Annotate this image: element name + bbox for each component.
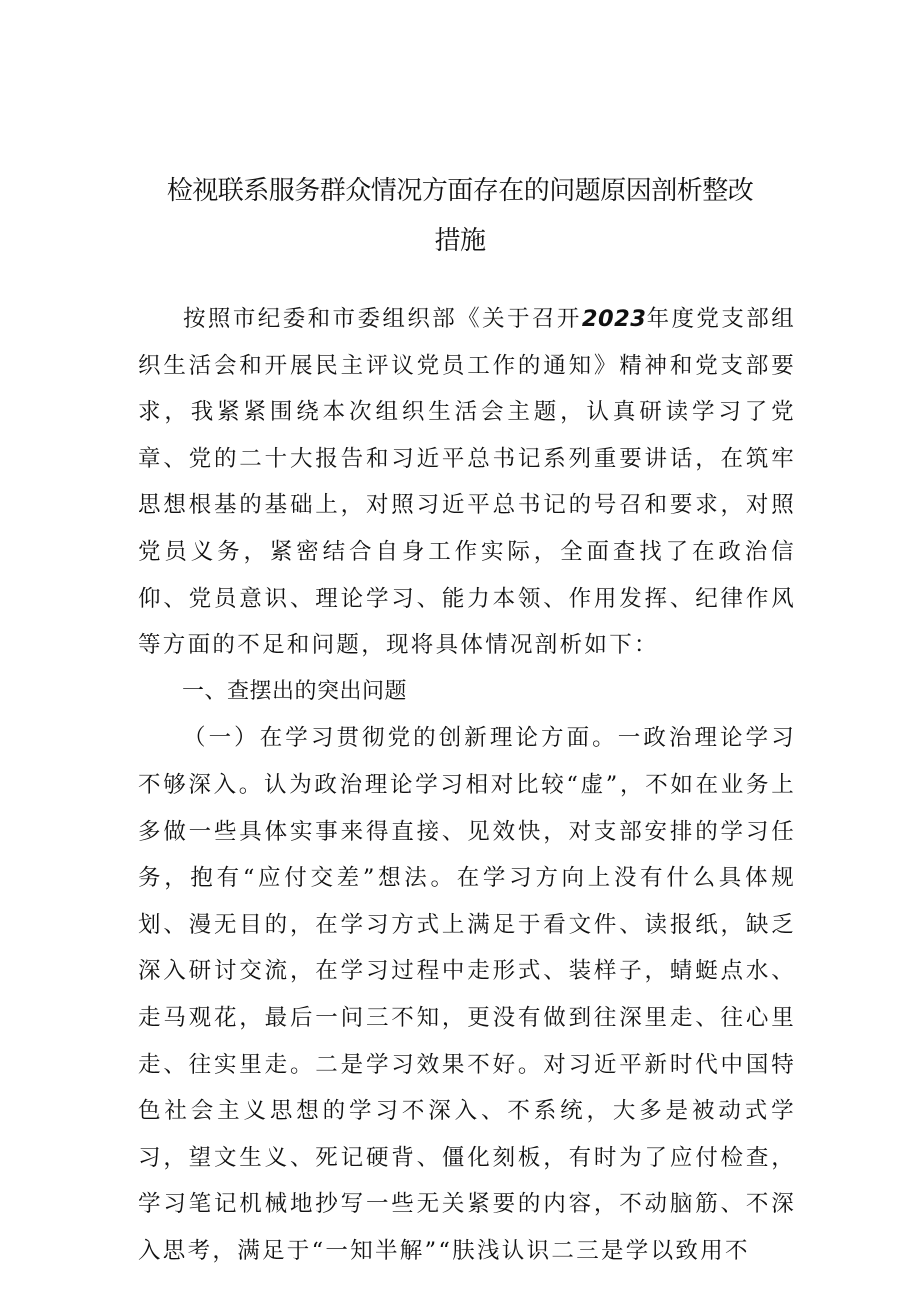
document-body (138, 296, 796, 1274)
intro-year: 2023 (581, 306, 647, 332)
title-line-1: 检视联系服务群众情况方面存在的问题原因剖析整改 (166, 176, 754, 206)
intro-text-start: 按照市纪委和市委组织部《关于召开 (183, 306, 582, 332)
intro-paragraph (138, 296, 796, 669)
section1-paragraph-1: （一）在学习贯彻党的创新理论方面。一政治理论学习不够深入。认为政治理论学习相对比较“虚”，不如在业务上多做一些具体实事来得直接、见效快，对支部安排的学习任务，抱有“应付交差”想法。在学习方向上没有什么具体规划、漫无目的，在学习方式上满足于看文件、读报纸，缺乏深入研讨交流，在学习过程中走形式、装样子，蜻蜓点水、走马观花，最后一问三不知，更没有做到往深里走、往心里走、往实里走。二是学习效果不好。对习近平新时代中国特色社会主义思想的学习不深入、不系统，大多是被动式学习，望文生义、死记硬背、僵化刻板，有时为了应付检查，学习笔记机械地抄写一些无关紧要的内容，不动脑筋、不深入思考，满足于“一知半解”“肤浅认识二三是学以致用不 (138, 725, 796, 1264)
document-title (140, 166, 780, 266)
title-line-2: 措施 (434, 226, 486, 256)
intro-text-rest: 年度党支部组织生活会和开展民主评议党员工作的通知》精神和党支部要求，我紧紧围绕本次组织生活会主题，认真研读学习了党章、党的二十大报告和习近平总书记系列重要讲话，在筑牢思想根基的基础上，对照习近平总书记的号召和要求，对照党员义务，紧密结合自身工作实际，全面查找了在政治信仰、党员意识、理论学习、能力本领、作用发挥、纪律作风等方面的不足和问题，现将具体情况剖析如下： (138, 306, 796, 659)
section-heading-1: 一、查摆出的突出问题 (182, 678, 408, 704)
